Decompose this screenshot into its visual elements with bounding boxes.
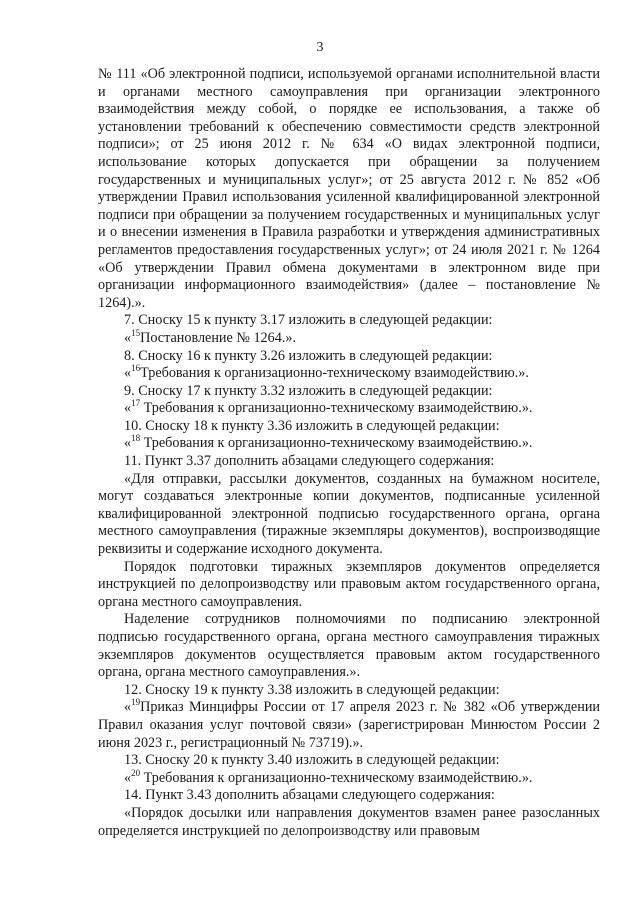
footnote-text	[98, 435, 600, 453]
paragraph: 11. Пункт 3.37 дополнить абзацами следующего содержания:	[124, 453, 495, 470]
paragraph: 9. Сноску 17 к пункту 3.32 изложить в следующей редакции:	[124, 382, 493, 399]
footnote-body: Требования к организационно-техническому взаимодействию.».	[143, 769, 533, 786]
open-quote: «	[124, 329, 132, 346]
footnote-body: Требования к организационно-техническому взаимодействию.».	[143, 400, 533, 417]
footnote-text	[98, 400, 600, 418]
footnote-text	[98, 767, 600, 788]
open-quote: «	[124, 435, 132, 452]
open-quote: «	[124, 769, 132, 786]
paragraph: 12. Сноску 19 к пункту 3.38 изложить в следующей редакции:	[124, 681, 500, 698]
footnote-body: Приказ Минцифры России от 17 апреля 2023 г. № 382 «Об утверждении Правил оказания услуг почтовой связи» (зарегистрирован Минюстом России 2 июня 2023 г., регистрационный № 73719).».	[98, 699, 600, 751]
paragraph: 10. Сноску 18 к пункту 3.36 изложить в следующей редакции:	[124, 417, 500, 434]
footnote-text	[98, 699, 600, 752]
open-quote: «	[124, 699, 132, 716]
footnote-mark: 20	[131, 767, 141, 778]
paragraph: 7. Сноску 15 к пункту 3.17 изложить в следующей редакции:	[124, 312, 493, 329]
footnote-mark: 19	[131, 697, 141, 708]
footnote-mark: 15	[131, 327, 141, 338]
footnote-body: Постановление № 1264.».	[140, 329, 297, 346]
paragraph: «Порядок досылки или направления документов взамен ранее разосланных определяется инструкцией по делопроизводству или правовым	[98, 804, 600, 839]
paragraph: Наделение сотрудников полномочиями по подписанию электронной подписью государственного органа, органа местного самоуправления тиражных экземпляров документов осуществляется правовым актом государственного органа, органа местного самоуправления.».	[98, 611, 600, 681]
footnote-mark: 17	[131, 398, 141, 409]
paragraph: 14. Пункт 3.43 дополнить абзацами следующего содержания:	[124, 787, 495, 804]
footnote-text	[98, 365, 600, 383]
open-quote: «	[124, 400, 132, 417]
paragraph: 8. Сноску 16 к пункту 3.26 изложить в следующей редакции:	[124, 347, 493, 364]
paragraph: «Для отправки, рассылки документов, созданных на бумажном носителе, могут создаваться электронные копии документов, подписанные усиленной квалифицированной электронной подписью государственного органа, органа местного самоуправления (тиражные экземпляры документов), воспроизводящие реквизиты и содержание исходного документа.	[98, 470, 600, 558]
paragraph: 13. Сноску 20 к пункту 3.40 изложить в следующей редакции:	[124, 752, 500, 769]
footnote-text	[98, 327, 600, 348]
open-quote: «	[124, 365, 132, 382]
page-number: 3	[316, 40, 324, 55]
paragraph: Порядок подготовки тиражных экземпляров документов определяется инструкцией по делопроизводству или правовым актом государственного органа, органа местного самоуправления.	[98, 558, 600, 610]
footnote-mark: 18	[131, 433, 141, 444]
footnote-mark: 16	[131, 363, 141, 374]
footnote-body: Требования к организационно-техническому взаимодействию.».	[140, 365, 529, 382]
paragraph: № 111 «Об электронной подписи, используемой органами исполнительной власти и органами местного самоуправления при организации электронного взаимодействия между собой, о порядке ее использования, а также об установлении требований к обеспечению совместимости средств электронной подписи»; от 25 июня 2012 г. № 634 «О видах электронной подписи, использование которых допускается при обращении за получением государственных и муниципальных услуг»; от 25 августа 2012 г. № 852 «Об утверждении Правил использования усиленной квалифицированной электронной подписи при обращении за получением государственных и муниципальных услуг и о внесении изменения в Правила разработки и утверждения административных регламентов предоставления государственных услуг»; от 24 июля 2021 г. № 1264 «Об утверждении Правил обмена документами в электронном виде при организации информационного взаимодействия» (далее – постановление № 1264).».	[98, 66, 600, 311]
document-body	[98, 66, 600, 840]
footnote-body: Требования к организационно-техническому взаимодействию.».	[143, 435, 533, 452]
